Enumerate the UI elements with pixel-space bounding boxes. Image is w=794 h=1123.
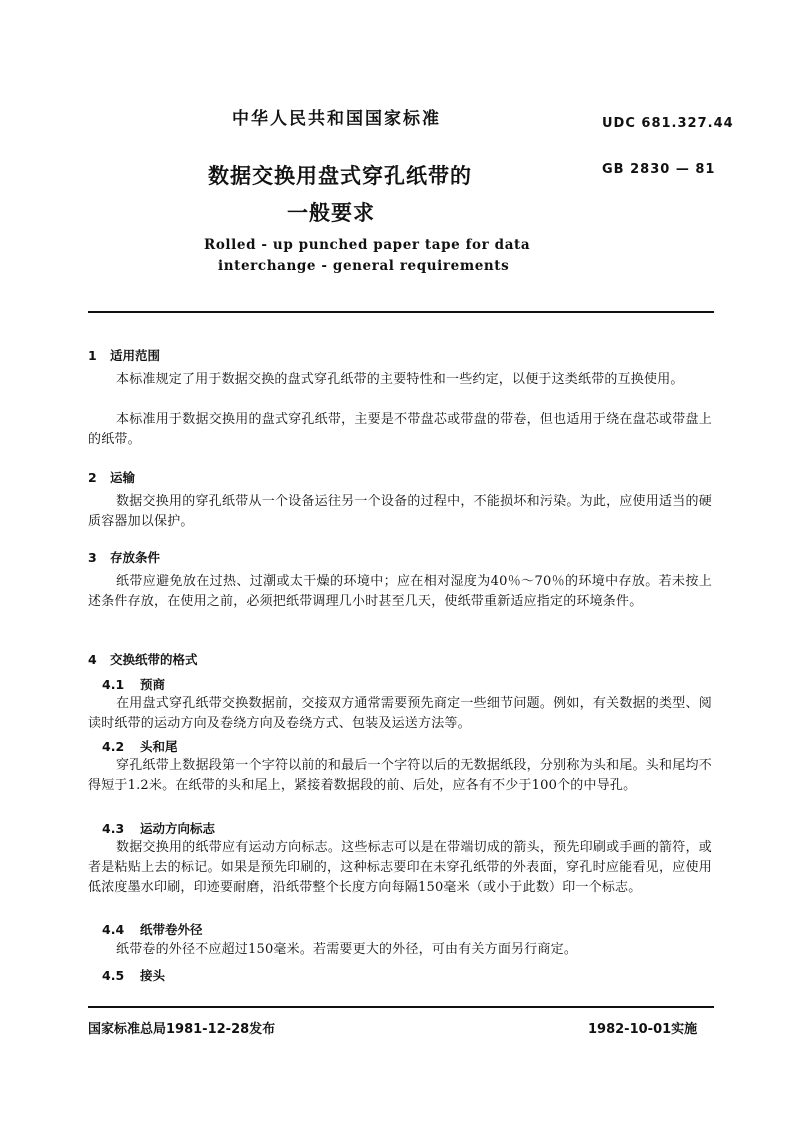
subsection-number: 4.5 [102,968,125,983]
subsection-title: 预商 [140,677,166,692]
english-title-line1: Rolled - up punched paper tape for data [204,237,531,253]
section-title: 运输 [110,470,136,485]
subsection-title: 接头 [140,968,166,983]
standard-org-title: 中华人民共和国国家标准 [232,109,441,129]
paragraph: 纸带卷的外径不应超过150毫米。若需要更大的外径，可由有关方面另行商定。 [116,942,578,957]
document-title-line1: 数据交换用盘式穿孔纸带的 [208,163,472,188]
subsection-title: 运动方向标志 [140,821,216,836]
paragraph: 本标准规定了用于数据交换的盘式穿孔纸带的主要特性和一些约定，以便于这类纸带的互换使用。 [116,372,684,387]
section-number: 2 [88,470,97,485]
subsection-heading-4-1 [102,675,165,693]
gb-code: GB 2830 — 81 [602,162,716,177]
subsection-heading-4-2 [102,737,178,755]
subsection-heading-4-5 [102,966,165,984]
section-heading-2 [88,468,135,486]
section-number: 3 [88,550,97,565]
subsection-number: 4.4 [102,922,125,937]
subsection-heading-4-3 [102,819,215,837]
header-divider [88,311,714,313]
subsection-number: 4.1 [102,677,125,692]
footer-divider [88,1006,714,1008]
subsection-title: 头和尾 [140,739,178,754]
udc-code: UDC 681.327.44 [602,116,734,131]
subsection-number: 4.2 [102,739,125,754]
section-heading-4 [88,650,198,668]
document-title-line2: 一般要求 [287,200,375,225]
paragraph: 在用盘式穿孔纸带交换数据前，交接双方通常需要预先商定一些细节问题。例如，有关数据的类型、阅读时纸带的运动方向及卷绕方向及卷绕方式、包装及运送方法等。 [88,696,712,731]
subsection-title: 纸带卷外径 [140,922,203,937]
effective-date: 1982-10-01实施 [588,1022,698,1037]
paragraph: 本标准用于数据交换用的盘式穿孔纸带，主要是不带盘芯或带盘的带卷，但也适用于绕在盘芯或带盘上的纸带。 [88,412,712,447]
subsection-heading-4-4 [102,920,203,938]
paragraph: 纸带应避免放在过热、过潮或太干燥的环境中；应在相对湿度为40％～70％的环境中存放。若未按上述条件存放，在使用之前，必须把纸带调理几小时甚至几天，使纸带重新适应指定的环境条件。 [88,574,712,609]
section-title: 适用范围 [110,348,161,363]
paragraph: 穿孔纸带上数据段第一个字符以前的和最后一个字符以后的无数据纸段，分别称为头和尾。头和尾均不得短于1.2米。在纸带的头和尾上，紧接着数据段的前、后处，应各有不少于100个的中导孔。 [88,758,712,793]
section-heading-3 [88,548,160,566]
paragraph: 数据交换用的纸带应有运动方向标志。这些标志可以是在带端切成的箭头，预先印刷或手画的箭符，或者是粘贴上去的标记。如果是预先印刷的，这种标志要印在未穿孔纸带的外表面，穿孔时应能看见，应使用低浓度墨水印刷，印迹要耐磨，沿纸带整个长度方向每隔150毫米（或小于此数）印一个标志。 [88,840,712,895]
section-number: 4 [88,652,97,667]
paragraph: 数据交换用的穿孔纸带从一个设备运往另一个设备的过程中，不能损坏和污染。为此，应使用适当的硬质容器加以保护。 [88,494,712,529]
section-heading-1 [88,346,160,364]
section-number: 1 [88,348,97,363]
section-title: 存放条件 [110,550,161,565]
english-title-line2: interchange - general requirements [218,258,510,274]
issue-date: 国家标准总局1981-12-28发布 [88,1022,276,1037]
subsection-number: 4.3 [102,821,125,836]
section-title: 交换纸带的格式 [110,652,198,667]
